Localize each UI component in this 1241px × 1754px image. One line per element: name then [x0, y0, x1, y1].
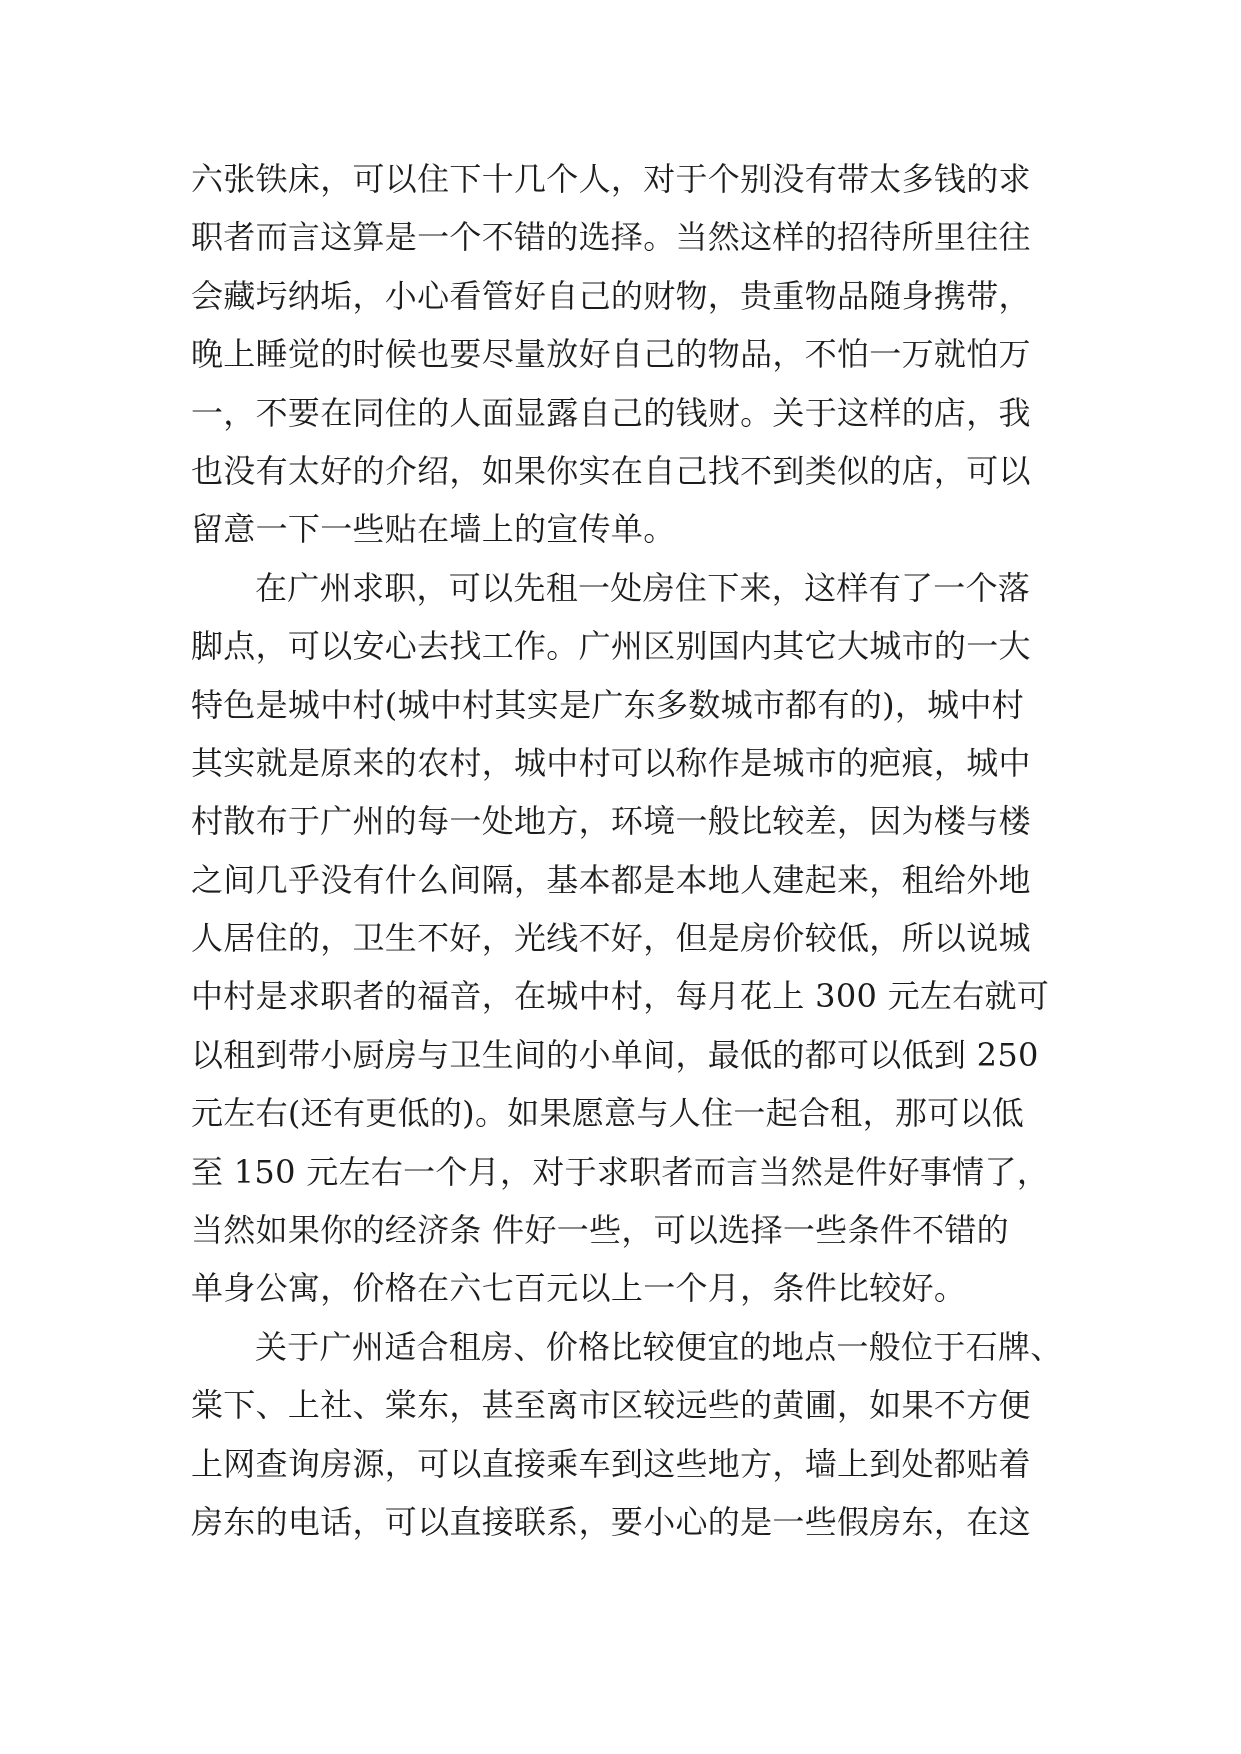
body-text	[191, 150, 1071, 1551]
text-line: 留意一下一些贴在墙上的宣传单。	[191, 510, 676, 549]
text-line: 以租到带小厨房与卫生间的小单间，最低的都可以低到 250	[191, 1035, 1039, 1074]
text-line: 当然如果你的经济条 件好一些，可以选择一些条件不错的	[191, 1211, 1009, 1250]
text-line: 也没有太好的介绍，如果你实在自己找不到类似的店，可以	[191, 451, 1031, 490]
text-line: 上网查询房源，可以直接乘车到这些地方，墙上到处都贴着	[191, 1444, 1031, 1483]
text-line: 在广州求职，可以先租一处房住下来，这样有了一个落	[255, 568, 1031, 607]
text-line: 其实就是原来的农村，城中村可以称作是城市的疤痕，城中	[191, 743, 1031, 782]
text-line: 房东的电话，可以直接联系，要小心的是一些假房东，在这	[191, 1502, 1031, 1541]
text-line: 之间几乎没有什么间隔，基本都是本地人建起来，租给外地	[191, 860, 1031, 899]
text-line: 元左右(还有更低的)。如果愿意与人住一起合租，那可以低	[191, 1094, 1025, 1133]
text-line: 职者而言这算是一个不错的选择。当然这样的招待所里往往	[191, 218, 1031, 257]
text-line: 六张铁床，可以住下十几个人，对于个别没有带太多钱的求	[191, 160, 1031, 198]
text-line: 人居住的，卫生不好，光线不好，但是房价较低，所以说城	[191, 919, 1031, 958]
text-line: 一，不要在同住的人面显露自己的钱财。关于这样的店，我	[191, 393, 1031, 432]
paragraph-2	[191, 559, 1071, 1318]
text-line: 中村是求职者的福音，在城中村，每月花上 300 元左右就可	[191, 977, 1050, 1016]
paragraph-1	[191, 150, 1071, 559]
text-line: 棠下、上社、棠东，甚至离市区较远些的黄圃，如果不方便	[191, 1386, 1031, 1425]
text-line: 关于广州适合租房、价格比较便宜的地点一般位于石牌、	[255, 1327, 1063, 1366]
text-line: 村散布于广州的每一处地方，环境一般比较差，因为楼与楼	[191, 802, 1031, 841]
text-line: 晚上睡觉的时候也要尽量放好自己的物品，不怕一万就怕万	[191, 335, 1031, 374]
text-line: 脚点，可以安心去找工作。广州区别国内其它大城市的一大	[191, 627, 1031, 666]
paragraph-3	[191, 1318, 1071, 1552]
text-line: 特色是城中村(城中村其实是广东多数城市都有的)，城中村	[191, 685, 1025, 724]
text-line: 单身公寓，价格在六七百元以上一个月，条件比较好。	[191, 1269, 967, 1308]
text-line: 至 150 元左右一个月，对于求职者而言当然是件好事情了，	[191, 1152, 1050, 1191]
text-line: 会藏圬纳垢，小心看管好自己的财物，贵重物品随身携带，	[191, 276, 1031, 315]
